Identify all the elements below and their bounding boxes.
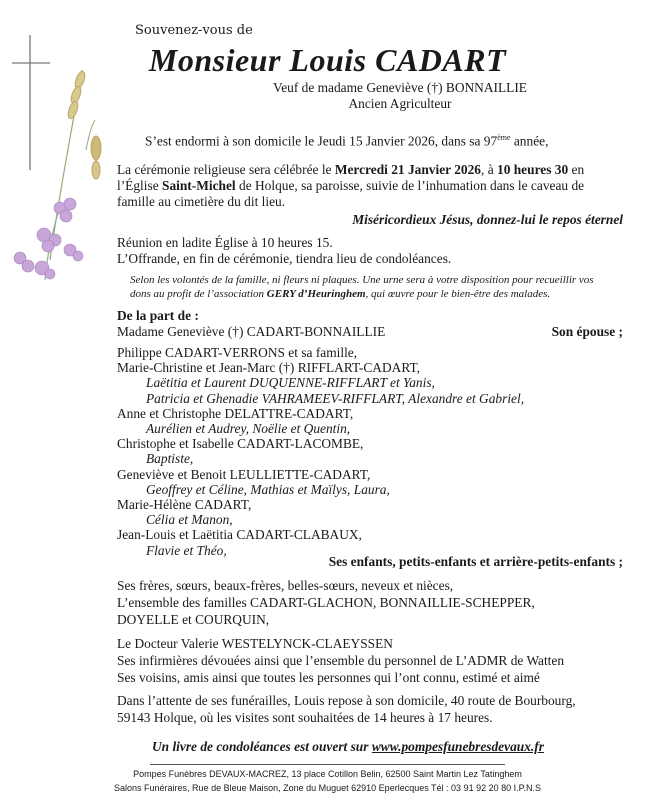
relatives-line-2: L’ensemble des familles CADART-GLACHON, BONNAILLIE-SCHEPPER,	[117, 595, 535, 610]
wheat-icon	[50, 70, 101, 260]
spouse-label: Son épouse ;	[551, 324, 623, 339]
prayer-line: Miséricordieux Jésus, donnez-lui le repos éternel	[352, 212, 623, 227]
death-text: S’est endormi à son domicile le Jeudi 15 Janvier 2026, dans sa 97	[145, 133, 498, 149]
ceremony-line-2	[117, 178, 584, 194]
ceremony-text: La cérémonie religieuse sera célébrée le	[117, 162, 335, 177]
child-family-line: Marie-Christine et Jean-Marc (†) RIFFLART-CADART,	[117, 360, 420, 376]
ceremony-time: 10 heures 30	[497, 162, 569, 177]
ceremony-text: l’Église	[117, 178, 162, 193]
rest-line-1: Dans l’attente de ses funérailles, Louis repose à son domicile, 40 route de Bourbourg,	[117, 693, 576, 708]
child-family-line: Philippe CADART-VERRONS et sa famille,	[117, 345, 358, 360]
ceremony-text: , à	[481, 162, 497, 177]
grandchildren-line: Patricia et Ghenadie VAHRAMEEV-RIFFLART, Alexandre et Gabriel,	[146, 390, 525, 406]
ordinal-suffix: ème	[497, 133, 511, 142]
church-name: Saint-Michel	[162, 178, 236, 193]
grandchildren-line: Geoffrey et Céline, Mathias et Maïlys, Laura,	[146, 481, 390, 497]
intro-text: Souvenez-vous de	[135, 23, 253, 38]
children-label: Ses enfants, petits-enfants et arrière-petits-enfants ;	[328, 554, 623, 569]
wishes-line-1: Selon les volontés de la famille, ni fleurs ni plaques. Une urne sera à votre disposition pour recueillir vos	[130, 274, 594, 286]
thanks-line-2: Ses infirmières dévouées ainsi que l’ensemble du personnel de L’ADMR de Watten	[117, 653, 565, 668]
ceremony-line-3: famille au cimetière du dit lieu.	[117, 194, 286, 209]
ceremony-line-1	[117, 162, 584, 178]
spouse-line: Madame Geneviève (†) CADART-BONNAILLIE	[117, 324, 386, 339]
condolences-link[interactable]: www.pompesfunebresdevaux.fr	[371, 739, 544, 754]
wishes-line-2	[130, 288, 550, 300]
footer-line-2: Salons Funéraires, Rue de Bleue Maison, Zone du Muguet 62910 Eperlecques Tél : 03 91 92 20 80 I.P.N.S	[114, 783, 541, 793]
deceased-name: Monsieur Louis CADART	[148, 42, 507, 78]
condolences-text: Un livre de condoléances est ouvert sur	[152, 739, 372, 754]
death-line	[145, 130, 548, 149]
thanks-line-1: Le Docteur Valerie WESTELYNCK-CLAEYSSEN	[117, 636, 393, 651]
grandchildren-line: Célia et Manon,	[146, 512, 233, 528]
grandchildren-line: Aurélien et Audrey, Noëlie et Quentin,	[146, 421, 351, 436]
meeting-line-1: Réunion en ladite Église à 10 heures 15.	[117, 235, 333, 250]
family-heading: De la part de :	[117, 308, 199, 323]
child-family-line: Jean-Louis et Laëtitia CADART-CLABAUX,	[117, 527, 362, 543]
death-text-end: année,	[510, 133, 549, 149]
ceremony-date: Mercredi 21 Janvier 2026	[334, 162, 481, 177]
thanks-line-3: Ses voisins, amis ainsi que toutes les personnes qui l’ont connu, estimé et aimé	[117, 670, 540, 685]
child-family-line: Geneviève et Benoit LEULLIETTE-CADART,	[117, 466, 371, 482]
child-family-line: Christophe et Isabelle CADART-LACOMBE,	[117, 436, 364, 452]
grandchildren-line: Baptiste,	[146, 451, 194, 467]
profession-line: Ancien Agriculteur	[348, 96, 452, 111]
ceremony-text: en	[568, 162, 585, 177]
flower-icon	[14, 198, 83, 280]
grandchildren-line: Laëtitia et Laurent DUQUENNE-RIFFLART et Yanis,	[146, 375, 435, 391]
grandchildren-line: Flavie et Théo,	[146, 542, 227, 558]
child-family-line: Marie-Hélène CADART,	[117, 497, 252, 512]
widow-line: Veuf de madame Geneviève (†) BONNAILLIE	[273, 80, 527, 95]
rest-line-2: 59143 Holque, où les visites sont souhaitées de 14 heures à 17 heures.	[117, 710, 493, 725]
relatives-line-3: DOYELLE et COURQUIN,	[117, 612, 270, 627]
child-family-line: Anne et Christophe DELATTRE-CADART,	[117, 405, 354, 421]
relatives-line-1: Ses frères, sœurs, beaux-frères, belles-sœurs, neveux et nièces,	[117, 578, 454, 593]
association-name: GERY d’Heuringhem	[266, 288, 366, 300]
footer-line-1: Pompes Funèbres DEVAUX-MACREZ, 13 place Cotillon Belin, 62500 Saint Martin Lez Tatinghem	[133, 769, 522, 779]
wishes-text: dons au profit de l’association	[130, 288, 267, 300]
wishes-text: , qui œuvre pour le bien-être des malades.	[365, 288, 551, 300]
condolences-line	[152, 739, 544, 755]
ceremony-text: de Holque, sa paroisse, suivie de l’inhumation dans le caveau de	[235, 178, 585, 193]
footer-divider	[150, 764, 505, 765]
meeting-line-2: L’Offrande, en fin de cérémonie, tiendra lieu de condoléances.	[117, 251, 452, 266]
